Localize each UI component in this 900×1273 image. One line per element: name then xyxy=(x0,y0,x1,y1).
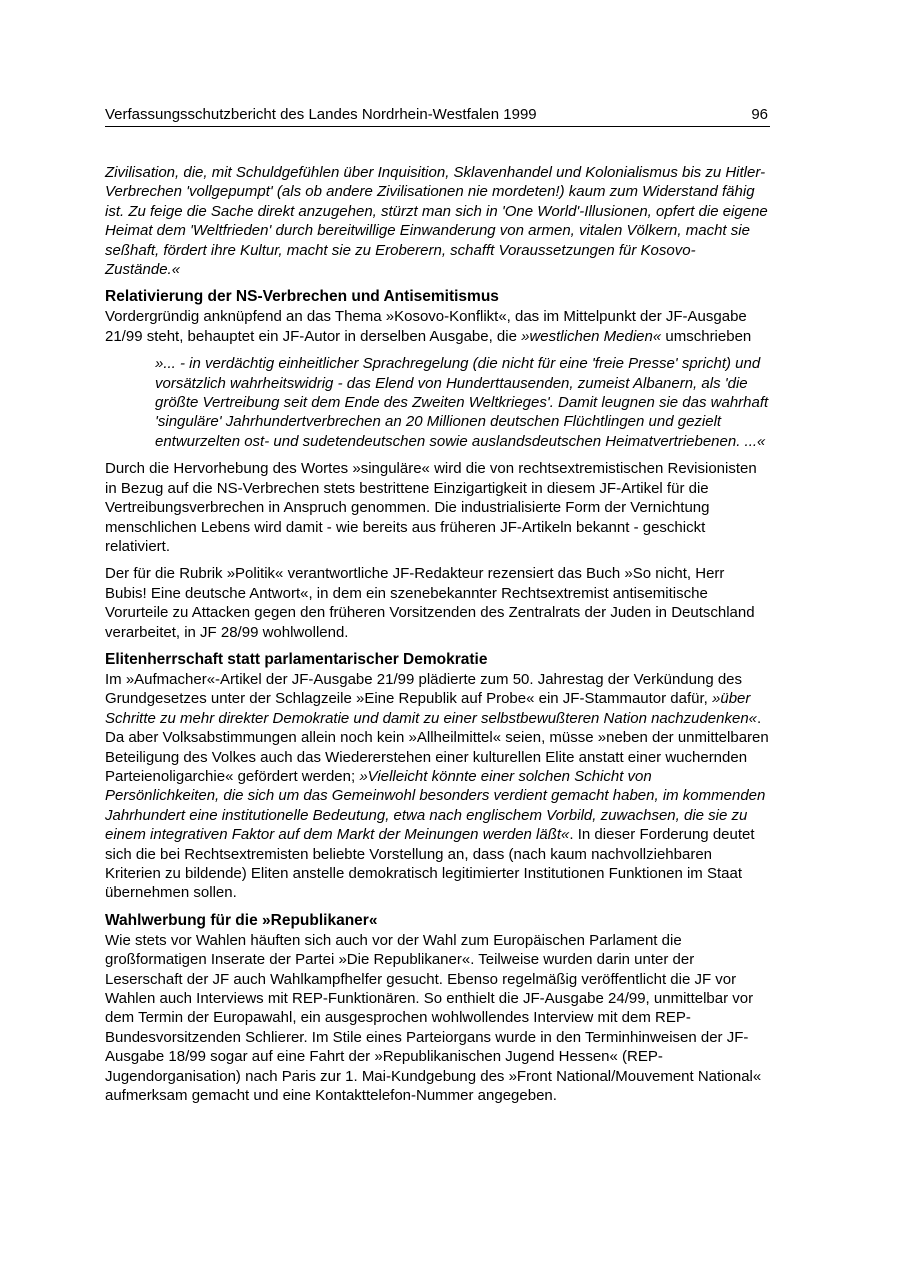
intro-quote-paragraph: Zivilisation, die, mit Schuldgefühlen über Inquisition, Sklavenhandel und Kolonialismus bis zu Hitler- Verbrechen 'vollgepumpt' (als ob andere Zivilisationen nie mordeten!) kaum zum Widerstand fähig ist. Zu feige die Sache direkt anzugehen, stürzt man sich in 'One World'-Illusionen, opfert die eigene Heimat dem 'Weltfrieden' durch bereitwillige Einwanderung von armen, vitalen Völkern, macht sie seßhaft, fördert ihre Kultur, macht sie zu Eroberern, schafft Voraussetzungen für Kosovo-Zustände.« xyxy=(105,164,768,279)
ns-blockquote: »... - in verdächtig einheitlicher Sprachregelung (die nicht für eine 'freie Presse' spricht) und vorsätzlich wahrheitswidrig - das Elend von Hunderttausenden, zumeist Albanern, als 'die größte Vertreibung seit dem Ende des Zweiten Weltkrieges'. Damit leugnen sie das wahrhaft 'singuläre' Jahrhundertverbrechen an 20 Millionen deutschen Flüchtlingen und gezielt entwurzelten ost- und sudetendeutschen sowie auslandsdeutschen Heimatvertriebenen. ...« xyxy=(155,355,769,450)
elite-paragraph xyxy=(105,670,770,903)
page-number: 96 xyxy=(751,106,768,123)
section-heading-wahl: Wahlwerbung für die »Republikaner« xyxy=(105,911,378,929)
elite-seg-2-italic: »über Schritte zu mehr direkter Demokratie und damit zu einer selbstbewußteren Nation nachzudenken« xyxy=(105,690,758,727)
ns-paragraph-1-end: umschrieben xyxy=(661,327,752,345)
ns-paragraph-2: Durch die Hervorhebung des Wortes »singuläre« wird die von rechtsextremistischen Revisionisten in Bezug auf die NS-Verbrechen stets bestrittene Einzigartigkeit in diesem JF-Artikel für die Vertreibungsverbrechen in Anspruch genommen. Die industrialisierte Form der Vernichtung menschlichen Lebens wird damit - wie bereits aus früheren JF-Artikeln bekannt - geschickt relativiert. xyxy=(105,460,757,555)
elite-seg-3: . Da aber Volksabstimmungen allein noch kein »Allheilmittel« seien, müsse »neben der unmittelbaren Beteiligung des Volkes auch das Wiedererstehen einer kulturellen Elite anstatt einer wuchernden Parteienoligarchie« gefördert werden; xyxy=(105,709,769,785)
ns-paragraph-1 xyxy=(105,307,770,346)
wahl-paragraph: Wie stets vor Wahlen häuften sich auch vor der Wahl zum Europäischen Parlament die großformatigen Inserate der Partei »Die Republikaner«. Teilweise wurden darin unter der Leserschaft der JF auch Wahlkampfhelfer gesucht. Ebenso regelmäßig veröffentlicht die JF vor Wahlen auch Interviews mit REP-Funktionären. So enthielt die JF-Ausgabe 24/99, unmittelbar vor dem Termin der Europawahl, ein ausgesprochen wohlwollendes Interview mit dem REP-Bundesvorsitzenden Schlierer. Im Stile eines Parteiorgans wurde in den Terminhinweisen der JF-Ausgabe 18/99 sogar auf eine Fahrt der »Republikanischen Jugend Hessen« (REP-Jugendorganisation) nach Paris zur 1. Mai-Kundgebung des »Front National/Mouvement National« aufmerksam gemacht und eine Kontakttelefon-Nummer angegeben. xyxy=(105,931,762,1105)
section-heading-elite: Elitenherrschaft statt parlamentarischer Demokratie xyxy=(105,650,488,668)
header-title: Verfassungsschutzbericht des Landes Nordrhein-Westfalen 1999 xyxy=(105,106,537,123)
elite-seg-5: . In dieser Forderung deutet sich die bei Rechtsextremisten beliebte Vorstellung an, dass (nach kaum nachvollziehbaren Kriterien zu bildende) Eliten anstelle demokratisch legitimierter Institutionen Funktionen im Staat übernehmen sollen. xyxy=(105,826,755,902)
ns-paragraph-3: Der für die Rubrik »Politik« verantwortliche JF-Redakteur rezensiert das Buch »So nicht, Herr Bubis! Eine deutsche Antwort«, in dem ein szenebekannter Rechtsextremist antisemitische Vorurteile zu Attacken gegen den früheren Vorsitzenden des Zentralrats der Juden in Deutschland verarbeitet, in JF 28/99 wohlwollend. xyxy=(105,565,755,641)
section-heading-ns: Relativierung der NS-Verbrechen und Antisemitismus xyxy=(105,288,499,306)
page-header xyxy=(105,106,770,127)
elite-seg-1: Im »Aufmacher«-Artikel der JF-Ausgabe 21/99 plädierte zum 50. Jahrestag der Verkündung des Grundgesetzes unter der Schlagzeile »Eine Republik auf Probe« ein JF-Stammautor dafür, xyxy=(105,670,743,708)
ns-paragraph-1-start: Vordergründig anknüpfend an das Thema »Kosovo-Konflikt«, das im Mittelpunkt der JF-Ausgabe 21/99 steht, behauptet ein JF-Autor in derselben Ausgabe, die xyxy=(105,308,747,345)
ns-paragraph-1-italic: »westlichen Medien« xyxy=(521,327,662,345)
elite-seg-4-italic: »Vielleicht könnte einer solchen Schicht von Persönlichkeiten, die sich um das Gemeinwohl besonders verdient gemacht haben, im kommenden Jahrhundert eine institutionelle Bedeutung, etwa nach englischem Vorbild, zuwachsen, die sie zu einem integrativen Faktor auf dem Markt der Meinungen werden läßt« xyxy=(105,767,766,844)
